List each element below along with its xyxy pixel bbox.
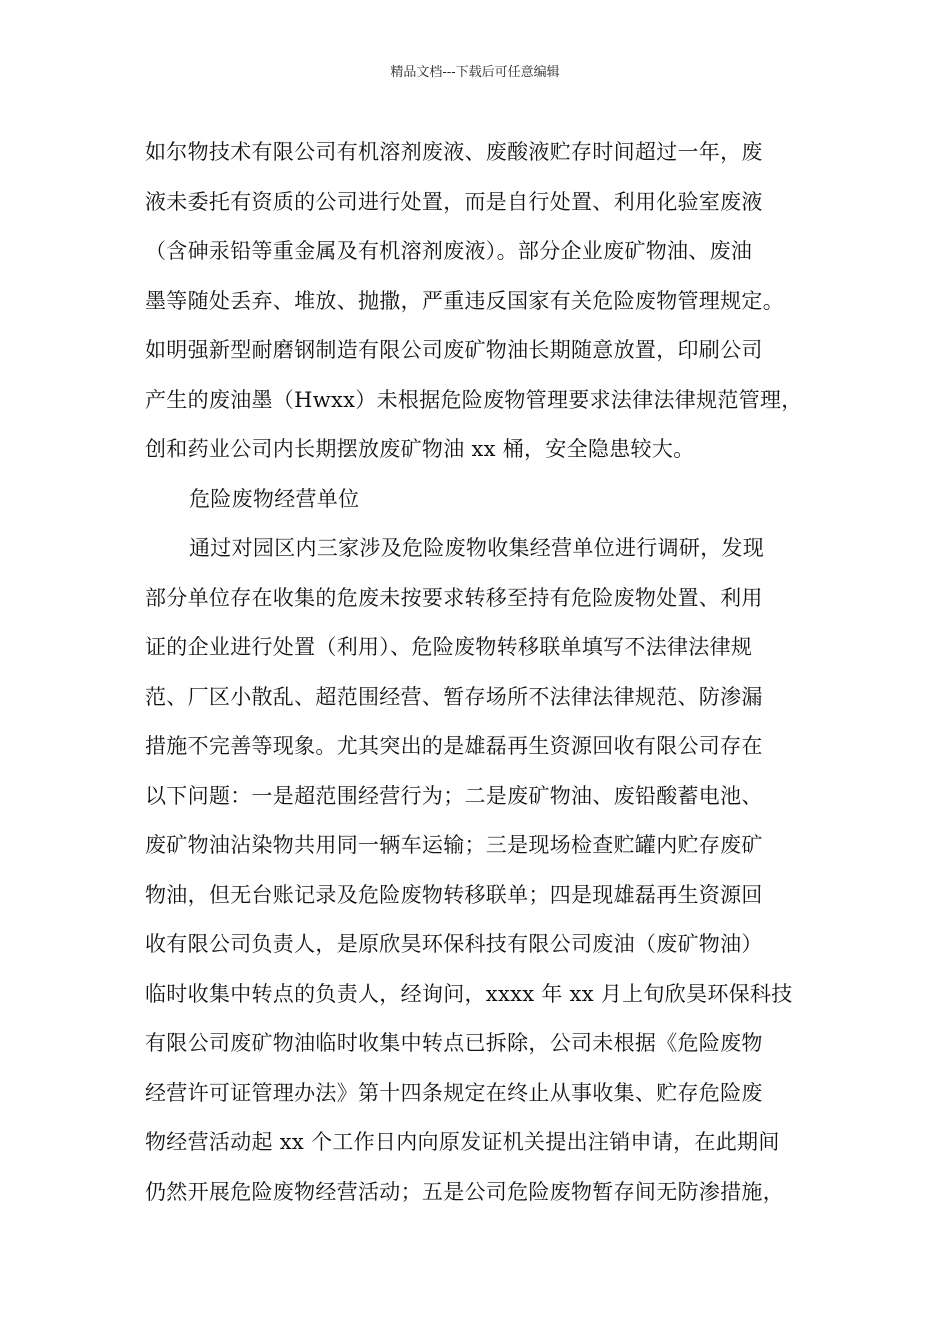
body-line: 墨等随处丢弃、堆放、抛撒，严重违反国家有关危险废物管理规定。 <box>145 288 784 313</box>
body-line: 临时收集中转点的负责人，经询问，xxxx 年 xx 月上旬欣昊环保科技 <box>145 981 793 1006</box>
body-line: 液未委托有资质的公司进行处置，而是自行处置、利用化验室废液 <box>145 189 763 214</box>
body-line: 产生的废油墨（Hwxx）未根据危险废物管理要求法律法律规范管理， <box>145 387 803 412</box>
body-line: 有限公司废矿物油临时收集中转点已拆除，公司未根据《危险废物 <box>145 1031 763 1055</box>
page-header: 精品文档---下载后可任意编辑 <box>390 65 560 80</box>
body-line: 通过对园区内三家涉及危险废物收集经营单位进行调研，发现 <box>189 536 765 560</box>
body-line: 创和药业公司内长期摆放废矿物油 xx 桶，安全隐患较大。 <box>145 437 695 461</box>
body-line: 废矿物油沾染物共用同一辆车运输；三是现场检查贮罐内贮存废矿 <box>145 833 763 857</box>
body-line: 证的企业进行处置（利用）、危险废物转移联单填写不法律法律规 <box>145 635 753 659</box>
section-heading: 危险废物经营单位 <box>189 486 360 511</box>
body-line: 物油，但无台账记录及危险废物转移联单；四是现雄磊再生资源回 <box>145 882 763 907</box>
body-line: 经营许可证管理办法》第十四条规定在终止从事收集、贮存危险废 <box>145 1080 763 1105</box>
document-body <box>145 128 825 1217</box>
body-line: 收有限公司负责人，是原欣昊环保科技有限公司废油（废矿物油） <box>145 932 763 956</box>
body-line: 措施不完善等现象。尤其突出的是雄磊再生资源回收有限公司存在 <box>145 734 763 758</box>
body-line: （含砷汞铅等重金属及有机溶剂废液）。部分企业废矿物油、废油 <box>145 239 753 263</box>
body-line: 如明强新型耐磨钢制造有限公司废矿物油长期随意放置，印刷公司 <box>145 338 763 362</box>
body-line: 以下问题：一是超范围经营行为；二是废矿物油、废铅酸蓄电池、 <box>145 783 763 808</box>
body-line: 物经营活动起 xx 个工作日内向原发证机关提出注销申请，在此期间 <box>145 1130 780 1154</box>
body-line: 部分单位存在收集的危废未按要求转移至持有危险废物处置、利用 <box>145 585 763 610</box>
body-line: 仍然开展危险废物经营活动；五是公司危险废物暂存间无防渗措施， <box>145 1179 784 1204</box>
body-line: 如尔物技术有限公司有机溶剂废液、废酸液贮存时间超过一年，废 <box>145 140 763 164</box>
body-line: 范、厂区小散乱、超范围经营、暂存场所不法律法律规范、防渗漏 <box>145 684 763 709</box>
